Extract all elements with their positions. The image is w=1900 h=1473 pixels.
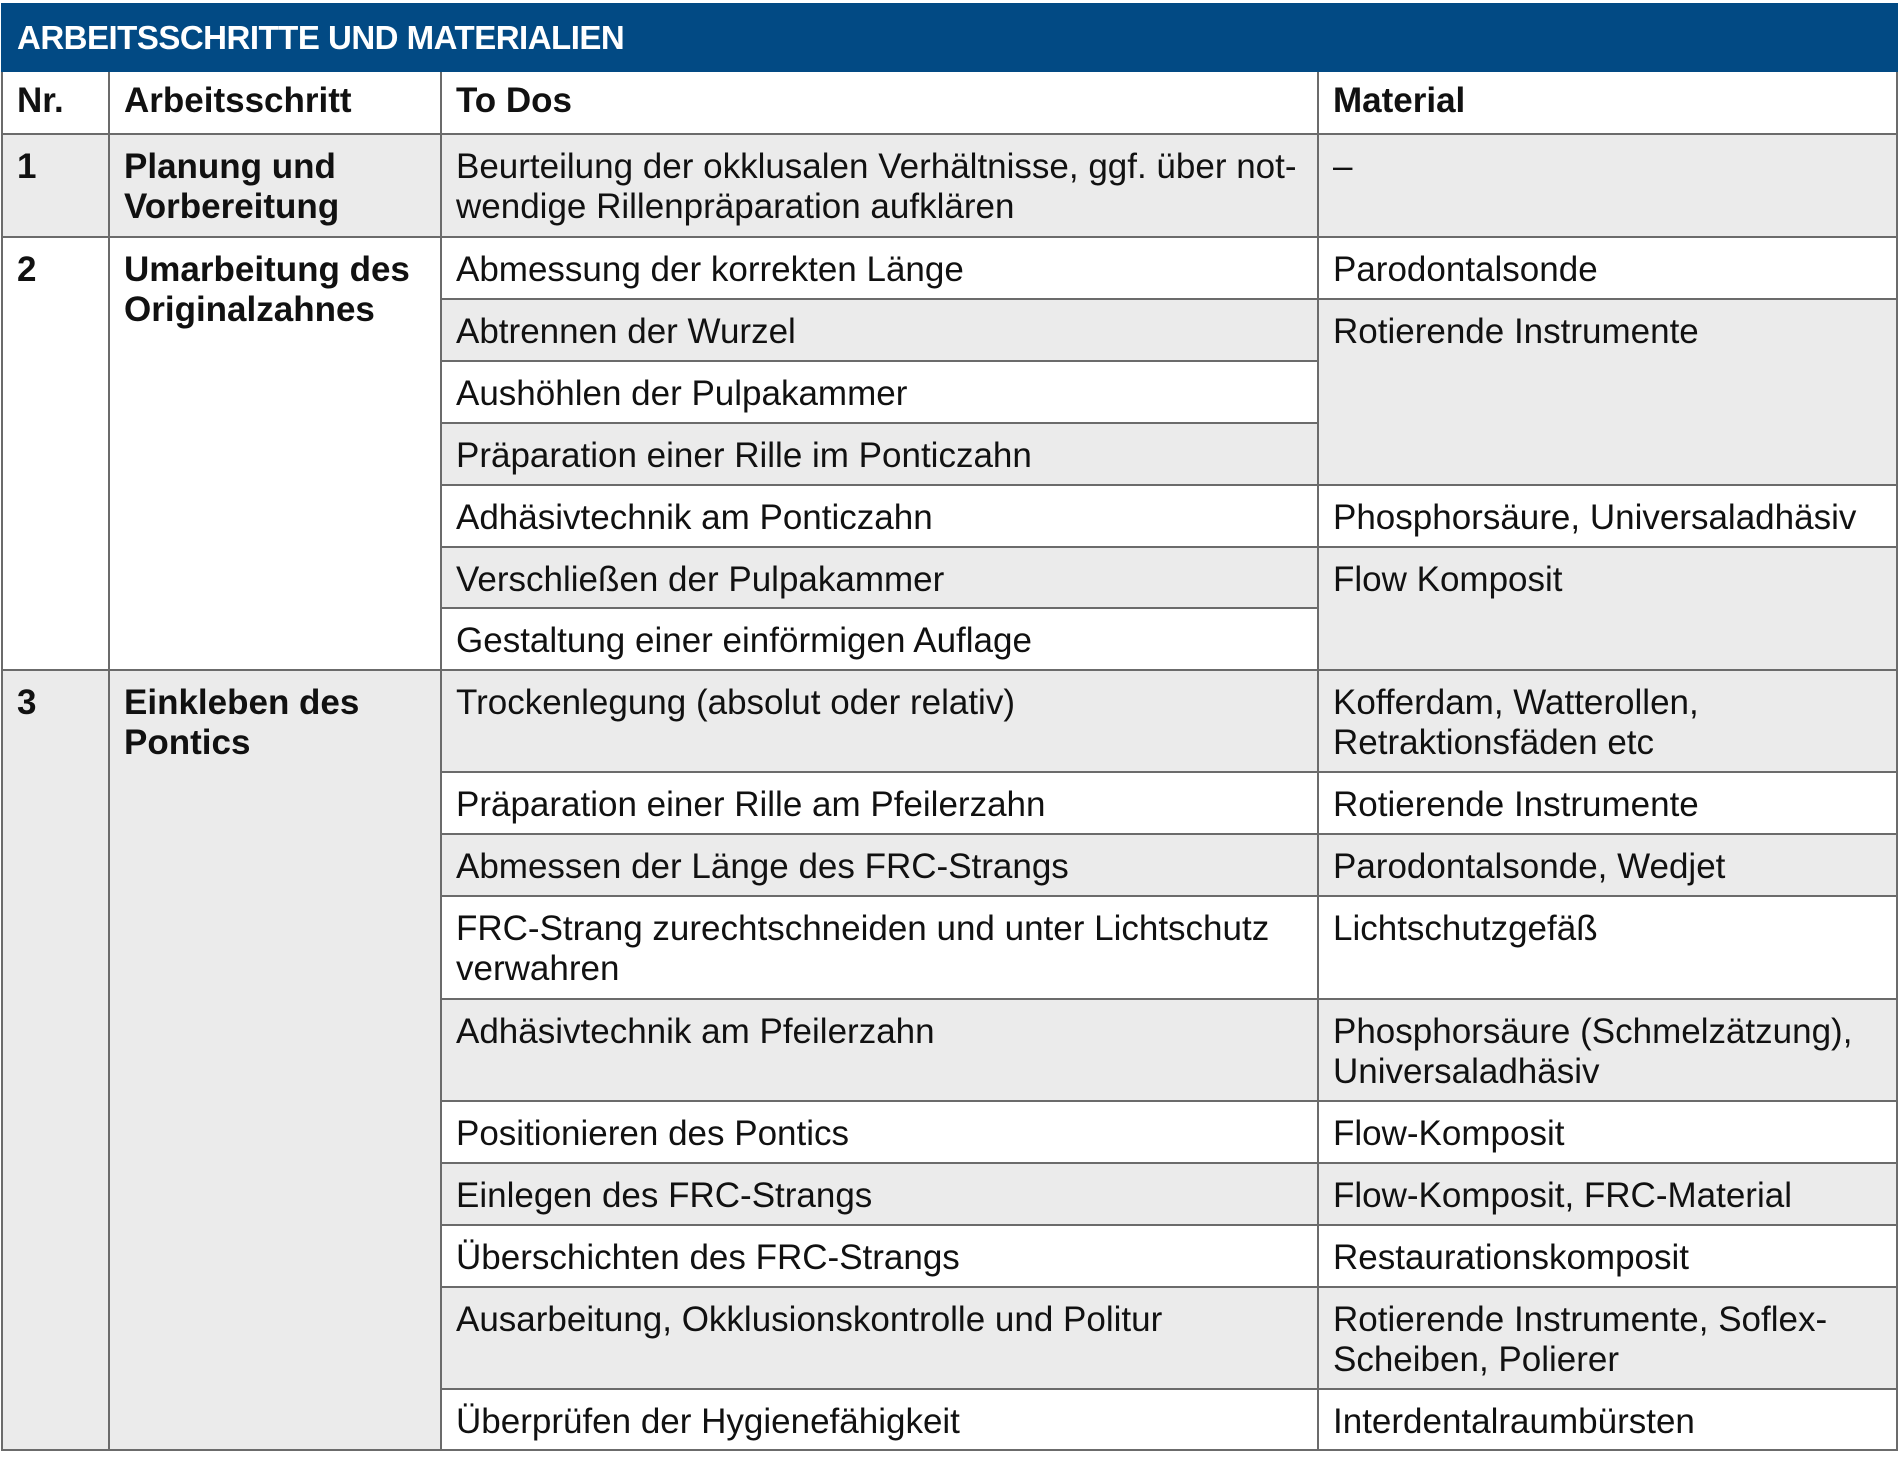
material-cell: Lichtschutzgefäß xyxy=(1317,895,1896,998)
todo-cell: Abmessung der korrekten Länge xyxy=(440,236,1317,298)
todo-cell: Gestaltung einer einförmigen Auflage xyxy=(440,607,1317,669)
section-number: 1 xyxy=(3,133,108,236)
section-2 xyxy=(3,236,1896,669)
todo-cell: Präparation einer Rille am Pfeilerzahn xyxy=(440,771,1317,833)
material-cell: Rotierende Instrumente xyxy=(1317,298,1896,484)
material-cell: Kofferdam, Watterollen, Retraktionsfäden etc xyxy=(1317,669,1896,771)
todo-cell: Überschichten des FRC-Strangs xyxy=(440,1224,1317,1286)
todo-cell: FRC-Strang zurechtschneiden und unter Lichtschutz verwahren xyxy=(440,895,1317,998)
todo-cell: Ausarbeitung, Okklusionskontrolle und Politur xyxy=(440,1286,1317,1388)
todo-cell: Adhäsivtechnik am Pfeilerzahn xyxy=(440,998,1317,1100)
todo-cell: Beurteilung der okklusalen Verhältnisse, ggf. über not-wendige Rillenpräparation aufklären xyxy=(440,133,1317,236)
section-1 xyxy=(3,133,1896,236)
material-cell: Phosphorsäure (Schmelzätzung), Universaladhäsiv xyxy=(1317,998,1896,1100)
material-cell: Flow-Komposit xyxy=(1317,1100,1896,1162)
header-arbeitsschritt: Arbeitsschritt xyxy=(108,72,440,133)
material-cell: Restaurationskomposit xyxy=(1317,1224,1896,1286)
section-step: Planung und Vorbereitung xyxy=(108,133,440,236)
header-row xyxy=(3,72,1896,133)
material-cell: – xyxy=(1317,133,1896,236)
material-cell: Phosphorsäure, Universaladhäsiv xyxy=(1317,484,1896,546)
todo-cell: Einlegen des FRC-Strangs xyxy=(440,1162,1317,1224)
table-title: ARBEITSSCHRITTE UND MATERIALIEN xyxy=(1,3,1898,72)
todo-cell: Adhäsivtechnik am Ponticzahn xyxy=(440,484,1317,546)
todo-cell: Präparation einer Rille im Ponticzahn xyxy=(440,422,1317,484)
header-material: Material xyxy=(1317,72,1896,133)
material-cell: Rotierende Instrumente xyxy=(1317,771,1896,833)
table-grid xyxy=(1,72,1898,1451)
section-3 xyxy=(3,669,1896,1449)
section-number: 3 xyxy=(3,669,108,1449)
todo-cell: Verschließen der Pulpakammer xyxy=(440,546,1317,607)
material-cell: Interdentalraumbürsten xyxy=(1317,1388,1896,1449)
material-cell: Flow Komposit xyxy=(1317,546,1896,669)
material-cell: Flow-Komposit, FRC-Material xyxy=(1317,1162,1896,1224)
material-cell: Parodontalsonde, Wedjet xyxy=(1317,833,1896,895)
todo-cell: Trockenlegung (absolut oder relativ) xyxy=(440,669,1317,771)
section-step: Einkleben des Pontics xyxy=(108,669,440,1449)
section-step: Umarbeitung des Originalzahnes xyxy=(108,236,440,669)
steps-materials-table xyxy=(1,3,1898,1451)
header-nr: Nr. xyxy=(3,72,108,133)
todo-cell: Positionieren des Pontics xyxy=(440,1100,1317,1162)
todo-cell: Aushöhlen der Pulpakammer xyxy=(440,360,1317,422)
material-cell: Parodontalsonde xyxy=(1317,236,1896,298)
material-cell: Rotierende Instrumente, Soflex-Scheiben, Polierer xyxy=(1317,1286,1896,1388)
todo-cell: Abtrennen der Wurzel xyxy=(440,298,1317,360)
todo-cell: Abmessen der Länge des FRC-Strangs xyxy=(440,833,1317,895)
section-number: 2 xyxy=(3,236,108,669)
header-todos: To Dos xyxy=(440,72,1317,133)
todo-cell: Überprüfen der Hygienefähigkeit xyxy=(440,1388,1317,1449)
